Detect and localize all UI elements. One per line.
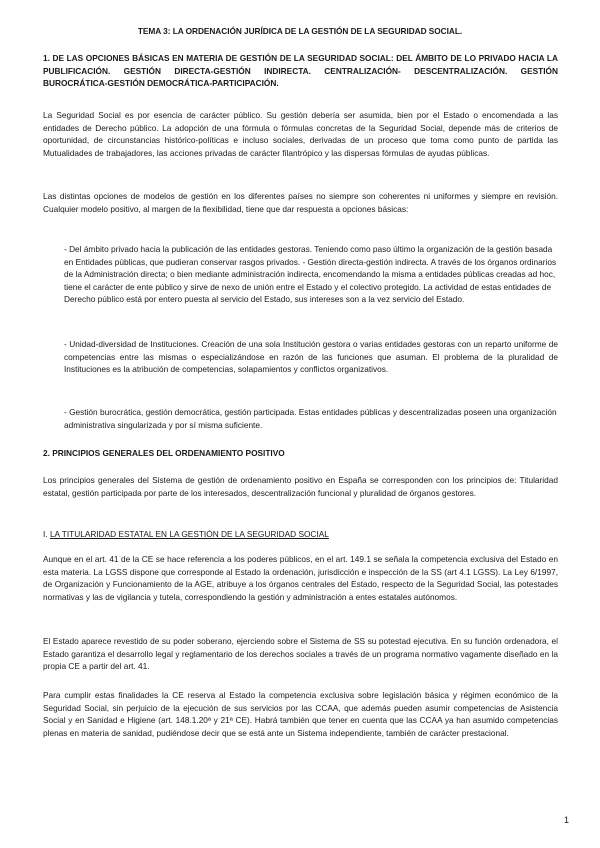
paragraph-2: Las distintas opciones de modelos de gestión en los diferentes países no siempre son coherentes ni uniformes y siempre en revisión. Cualquier modelo positivo, al margen de la flexibilidad, tiene que dar respuesta a opciones básicas:	[43, 191, 558, 214]
paragraph-3: Los principios generales del Sistema de gestión de ordenamiento positivo en España se corresponden con los principios de: Titularidad estatal, gestión participada por parte de los interesados, descentralización funcional y pluralidad de órganos gestores.	[43, 475, 558, 498]
bullet-3: - Gestión burocrática, gestión democrática, gestión participada. Estas entidades públicas y descentralizadas poseen una organización administrativa singularizada y por sí misma suficiente.	[64, 407, 557, 430]
section1-heading: 1. DE LAS OPCIONES BÁSICAS EN MATERIA DE GESTIÓN DE LA SEGURIDAD SOCIAL: DEL ÁMBITO DE LO PRIVADO HACIA LA PUBLIFICACIÓN. GESTIÓN DIRECTA-GESTIÓN INDIRECTA. CENTRALIZACIÓN- DESCENTRALIZACIÓN. GESTIÓN BUROCRÁTICA-GESTIÓN DEMOCRÁTICA-PARTICIPACIÓN.	[43, 53, 558, 89]
subsection-number: I.	[43, 529, 48, 539]
paragraph-4: Aunque en el art. 41 de la CE se hace referencia a los poderes públicos, en el art. 149.1 se señala la competencia exclusiva del Estado en esta materia. La LGSS dispone que corresponde al Estado la ordenación, jurisdicción e inspección de la SS (art 4.1 LGSS). La Ley 6/1997, de Organización y Funcionamiento de la AGE, atribuye a los órganos centrales del Estado, respecto de la Seguridad Social, las potestades normativas y las de vigilancia y tutela, correspondiendo la gestión y administración a entes estatales autónomos.	[43, 554, 558, 602]
bullet-2: - Unidad-diversidad de Instituciones. Creación de una sola Institución gestora o varias entidades gestoras con un reparto uniforme de competencias entre las mismas o especializándose en razón de las funciones que asuman. El problema de la pluralidad de Instituciones es la atribución de competencias, solapamientos y conflictos organizativos.	[64, 339, 558, 375]
subsection-title: LA TITULARIDAD ESTATAL EN LA GESTIÓN DE LA SEGURIDAD SOCIAL	[49, 529, 329, 539]
paragraph-5: El Estado aparece revestido de su poder soberano, ejerciendo sobre el Sistema de SS su potestad ejecutiva. En su función ordenadora, el Estado garantiza el desarrollo legal y reglamentario de los derechos sociales a través de un programa normativo vagamente diseñado en la propia CE a partir del art. 41.	[43, 636, 558, 672]
subsection-heading	[43, 528, 558, 541]
paragraph-1: La Seguridad Social es por esencia de carácter público. Su gestión debería ser asumida, bien por el Estado o encomendada a las entidades de Derecho público. La adopción de una fórmula o fórmulas concretas de la Seguridad Social, depende más de criterios de oportunidad, de circunstancias histórico-políticas e incluso sociales, derivadas de un proceso que toma como punto de partida las Mutualidades de trabajadores, las acciones privadas de carácter filantrópico y las dispersas fórmulas de ayudas públicas.	[43, 110, 558, 158]
section2-heading: 2. PRINCIPIOS GENERALES DEL ORDENAMIENTO POSITIVO	[43, 448, 285, 458]
document-title: TEMA 3: LA ORDENACIÓN JURÍDICA DE LA GESTIÓN DE LA SEGURIDAD SOCIAL.	[137, 26, 463, 36]
page-number: 1	[564, 815, 570, 825]
bullet-1: - Del ámbito privado hacia la publicación de las entidades gestoras. Teniendo como paso último la organización de la gestión basada en Entidades públicas, que pudieran conservar rasgos privados. - Gestión directa-gestión indirecta. A través de los órganos ordinarios de la Administración directa; o bien mediante administración indirecta, encomendando la misma a entidades públicas creadas ad hoc, tiene el carácter de ente público y sirve de nexo de unión entre el Estado y el colectivo protegido. La actividad de estas entidades de Derecho público está por entero puesta al servicio del Estado, sus intereses son a la vez servicio del Estado.	[64, 244, 557, 305]
paragraph-6: Para cumplir estas finalidades la CE reserva al Estado la competencia exclusiva sobre legislación básica y régimen económico de la Seguridad Social, sin perjuicio de la ejecución de sus servicios por las CCAA, que además pueden asumir competencias de Asistencia Social y en Sanidad e Higiene (art. 148.1.20ª y 21ª CE). Habrá también que tener en cuenta que las CCAA ya han asumido competencias plenas en materia de sanidad, pudiéndose decir que se está ante un Sistema independiente, también de carácter prestacional.	[43, 690, 558, 738]
